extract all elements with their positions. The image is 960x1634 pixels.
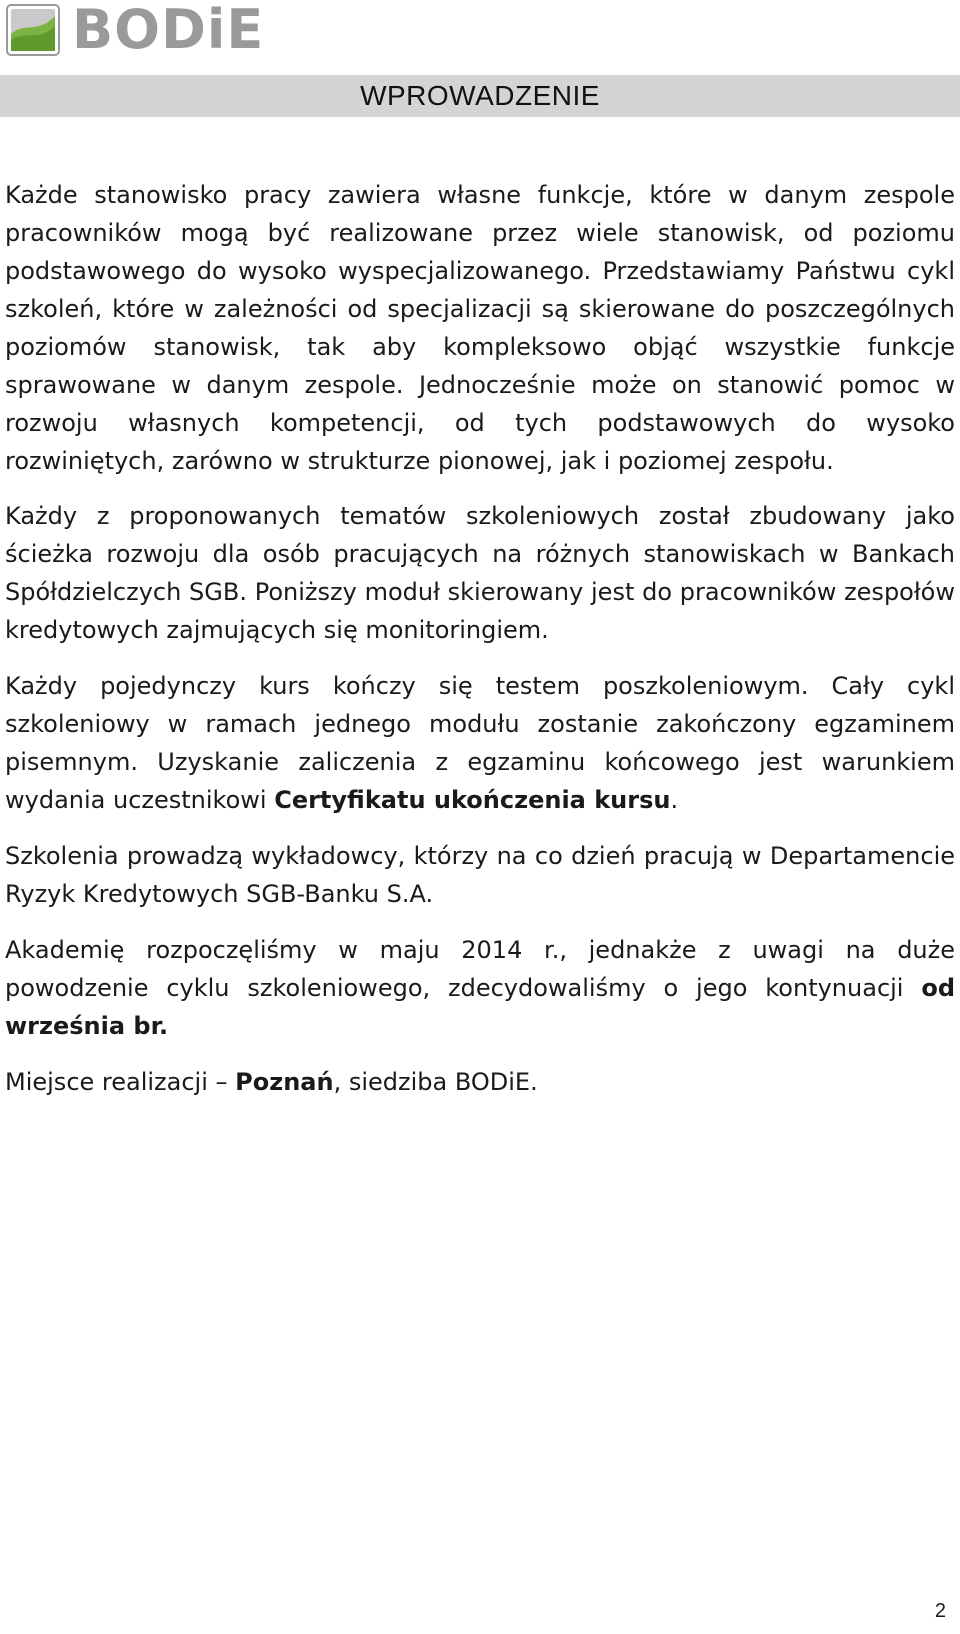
paragraph-certificate — [5, 667, 955, 819]
location-venue: , siedziba BODiE. — [333, 1068, 538, 1096]
location-label: Miejsce realizacji – — [5, 1068, 236, 1096]
certificate-period: . — [670, 786, 679, 814]
paragraph-intro: Każde stanowisko pracy zawiera własne funkcje, które w danym zespole pracowników mogą być realizowane przez wiele stanowisk, od poziomu podstawowego do wysoko wyspecjalizowanego. Przedstawiamy Państwu cykl szkoleń, które w zależności od specjalizacji są skierowane do poszczególnych poziomów stanowisk, tak aby kompleksowo objąć wszystkie funkcje sprawowane w danym zespole. Jednocześnie może on stanowić pomoc w rozwoju własnych kompetencji, od tych podstawowych do wysoko rozwiniętych, zarówno w strukturze pionowej, jak i poziomej zespołu. — [5, 181, 955, 475]
paragraph-location — [5, 1063, 955, 1101]
academy-emphasis: od września br. — [5, 974, 955, 1040]
section-title: WPROWADZENIE — [360, 80, 600, 111]
academy-text: Akademię rozpoczęliśmy w maju 2014 r., jednakże z uwagi na duże powodzenie cyklu szkoleniowego, zdecydowaliśmy o jego kontynuacji — [5, 936, 955, 1002]
certificate-emphasis: Certyfikatu ukończenia kursu — [274, 786, 671, 814]
section-header-bar — [0, 75, 960, 117]
paragraph-lecturers: Szkolenia prowadzą wykładowcy, którzy na co dzień pracują w Departamencie Ryzyk Kredytowych SGB-Banku S.A. — [5, 842, 955, 908]
bodie-logo-icon — [6, 4, 60, 56]
paragraph-academy — [5, 931, 955, 1045]
paragraph-training-path: Każdy z proponowanych tematów szkoleniowych został zbudowany jako ścieżka rozwoju dla osób pracujących na różnych stanowiskach w Bankach Spółdzielczych SGB. Poniższy moduł skierowany jest do pracowników zespołów kredytowych zajmujących się monitoringiem. — [5, 502, 955, 644]
bodie-logo — [6, 0, 265, 61]
page-header — [0, 0, 960, 62]
certificate-text: Każdy pojedynczy kurs kończy się testem poszkoleniowym. Cały cykl szkoleniowy w ramach jednego modułu zostanie zakończony egzaminem pisemnym. Uzyskanie zaliczenia z egzaminu końcowego jest warunkiem wydania uczestnikowi — [5, 672, 955, 814]
location-city: Poznań — [235, 1068, 334, 1096]
page-number: 2 — [934, 1600, 946, 1622]
logo-text: BODiE — [72, 0, 265, 61]
document-body — [5, 176, 955, 1119]
